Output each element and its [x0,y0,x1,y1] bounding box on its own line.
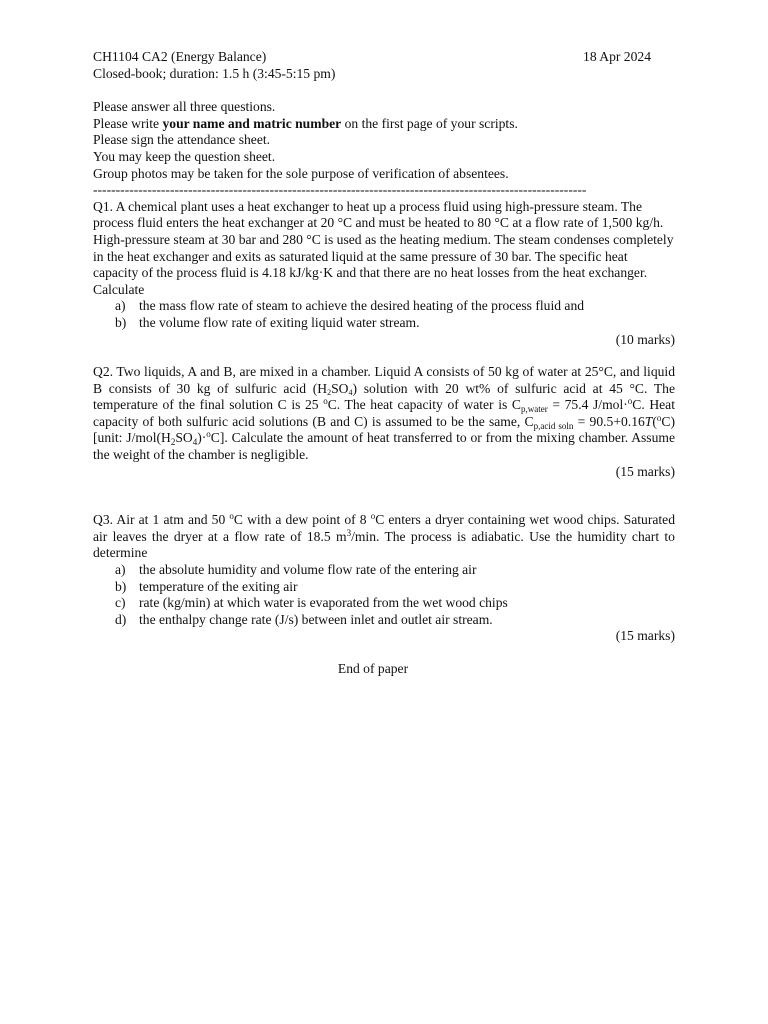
question-3-parts [93,562,675,628]
separator: ------------------------------------------------------------------------------------------------------------- [93,182,587,198]
question-part: d) the enthalpy change rate (J/s) between inlet and outlet air stream. [115,611,493,627]
instruction-line: Please answer all three questions. [93,99,276,115]
question-2 [93,364,675,480]
course-title: CH1104 CA2 (Energy Balance) [93,49,267,64]
instruction-bold: your name and matric number [162,115,342,131]
question-part: c) rate (kg/min) at which water is evaporated from the wet wood chips [115,595,508,611]
instruction-line: Please write your name and matric number on the first page of your scripts. [93,115,518,131]
exam-date: 18 Apr 2024 [583,49,651,64]
instruction-line: Please sign the attendance sheet. [93,132,271,148]
question-part: b) the volume flow rate of exiting liquid water stream. [115,314,420,330]
exam-format: Closed-book; duration: 1.5 h (3:45-5:15 pm) [93,65,336,81]
question-1-text: Q1. A chemical plant uses a heat exchanger to heat up a process fluid using high-pressure steam. The process fluid enters the heat exchanger at 20 °C and must be heated to 80 °C at a flow rate of 1,500 kg/h. High-pressure steam at 30 bar and 280 °C is used as the heating medium. The steam condenses completely in the heat exchanger and exits as saturated liquid at the same pressure of 30 bar. The specific heat capacity of the process fluid is 4.18 kJ/kg·K and that there are no heat losses from the heat exchanger. Calculate [93,198,674,297]
question-2-text: Q2. Two liquids, A and B, are mixed in a chamber. Liquid A consists of 50 kg of water at 25°C, and liquid B consists of 30 kg of sulfuric acid $(H_2SO_4)$ solution with 20 wt% of sulfuric acid at 45 °C. The temperature of the final solution C is 25 $^o$C. The heat capacity of water is $C_{p,water} = 75.4$ J/mol·$^o$C. Heat capacity of both sulfuric acid solutions (B and C) is assumed to be the same, $C_{p,acid soln} = 90.5+0.16T(^oC)$ [unit: $J/mol(H_2SO_4)\cdot^oC$]. Calculate the amount of heat transferred to or from the mixing chamber. Assume the weight of the chamber is negligible. [93,364,675,463]
instructions [93,99,675,182]
question-1-marks: (10 marks) [615,331,675,347]
question-1 [93,199,675,348]
question-2-marks: (15 marks) [615,463,675,479]
instruction-line: You may keep the question sheet. [93,148,276,164]
question-part: a) the mass flow rate of steam to achieve the desired heating of the process fluid and [115,298,585,314]
question-1-parts [93,298,675,331]
question-3-marks: (15 marks) [615,628,675,644]
question-part: b) temperature of the exiting air [115,578,298,594]
question-3 [93,512,675,645]
instruction-line: Group photos may be taken for the sole purpose of verification of absentees. [93,165,509,181]
question-3-text: Q3. Air at 1 atm and 50 $^o$C with a dew point of 8 $^o$C enters a dryer containing wet wood chips. Saturated air leaves the dryer at a flow rate of 18.5 $m^3/\min$. The process is adiabatic. Use the humidity chart to determine [93,511,675,561]
exam-content [93,49,675,678]
question-part: a) the absolute humidity and volume flow rate of the entering air [115,562,477,578]
end-of-paper: End of paper [337,661,409,676]
header-row [93,49,675,66]
